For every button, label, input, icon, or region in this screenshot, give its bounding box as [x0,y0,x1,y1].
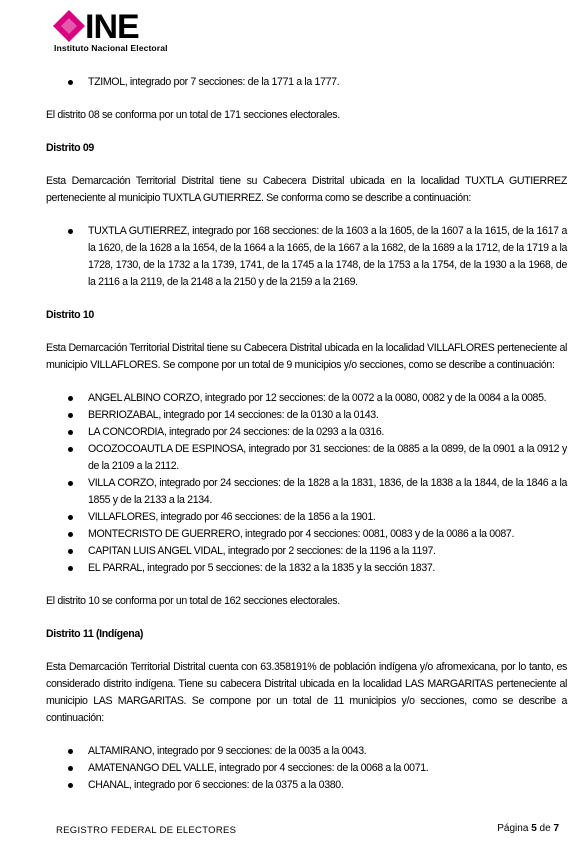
d11-municipality-list [46,743,567,794]
d11-heading: Distrito 11 (Indígena) [46,628,144,640]
list-item: TZIMOL, integrado por 7 secciones: de la 1771 a la 1777. [46,74,567,91]
bullet-icon [68,430,73,435]
ine-logo [53,10,203,56]
document-body [46,74,567,794]
bullet-icon [68,783,73,788]
bullet-icon [68,566,73,571]
bullet-icon [68,80,73,85]
logo-wordmark: INE [85,8,139,46]
bullet-icon [68,413,73,418]
page-footer [56,823,559,839]
list-item: LA CONCORDIA, integrado por 24 secciones: de la 0293 a la 0316. [46,424,567,441]
list-item: TUXTLA GUTIERREZ, integrado por 168 secciones: de la 1603 a la 1605, de la 1607 a la 1615, de la 1617 a la 1620, de la 1628 a la 1654, de la 1664 a la 1665, de la 1667 a la 1682, de la 1689 a la 1712, de la 1719 a la 1728, 1730, de la 1732 a la 1739, 1741, de la 1745 a la 1748, de la 1753 a la 1754, de la 1930 a la 1968, de la 2116 a la 2119, de la 2148 a la 2150 y de la 2159 a la 2169. [46,223,567,291]
footer-registry-label: REGISTRO FEDERAL DE ELECTORES [56,825,237,836]
d08-total: El distrito 08 se conforma por un total de 171 secciones electorales. [46,109,340,121]
bullet-icon [68,396,73,401]
d09-municipality-list [46,223,567,291]
list-item: EL PARRAL, integrado por 5 secciones: de la 1832 a la 1835 y la sección 1837. [46,560,567,577]
bullet-icon [68,549,73,554]
list-item: CAPITAN LUIS ANGEL VIDAL, integrado por 2 secciones: de la 1196 a la 1197. [46,543,567,560]
d08-municipality-list [46,74,567,91]
d09-heading: Distrito 09 [46,142,94,154]
bullet-icon [68,766,73,771]
list-item: VILLA CORZO, integrado por 24 secciones: de la 1828 a la 1831, 1836, de la 1838 a la 1844, de la 1846 a la 1855 y de la 2133 a la 2134. [46,475,567,509]
d10-heading: Distrito 10 [46,309,94,321]
list-item: CHANAL, integrado por 6 secciones: de la 0375 a la 0380. [46,777,567,794]
list-item: ALTAMIRANO, integrado por 9 secciones: de la 0035 a la 0043. [46,743,567,760]
d10-municipality-list [46,390,567,577]
list-item: BERRIOZABAL, integrado por 14 secciones: de la 0130 a la 0143. [46,407,567,424]
list-item: AMATENANGO DEL VALLE, integrado por 4 secciones: de la 0068 a la 0071. [46,760,567,777]
d10-total: El distrito 10 se conforma por un total de 162 secciones electorales. [46,595,340,607]
list-item: ANGEL ALBINO CORZO, integrado por 12 secciones: de la 0072 a la 0080, 0082 y de la 0084 a la 0085. [46,390,567,407]
d09-intro: Esta Demarcación Territorial Distrital tiene su Cabecera Distrital ubicada en la localidad TUXTLA GUTIERREZ perteneciente al municipio TUXTLA GUTIERREZ. Se conforma como se describe a continuación: [46,175,567,204]
bullet-icon [68,447,73,452]
d11-intro: Esta Demarcación Territorial Distrital cuenta con 63.358191% de población indígena y/o afromexicana, por lo tanto, es considerado distrito indígena. Tiene su cabecera Distrital ubicada en la localidad LAS MARGARITAS perteneciente al municipio LAS MARGARITAS. Se compone por un total de 11 municipios y/o secciones, como se describe a continuación: [46,661,567,724]
bullet-icon [68,515,73,520]
bullet-icon [68,481,73,486]
page-number: Página 5 de 7 [497,823,559,834]
bullet-icon [68,229,73,234]
list-item: OCOZOCOAUTLA DE ESPINOSA, integrado por 31 secciones: de la 0885 a la 0899, de la 0901 a la 0912 y de la 2109 a la 2112. [46,441,567,475]
logo-subtitle: Instituto Nacional Electoral [54,43,168,53]
bullet-icon [68,532,73,537]
bullet-icon [68,749,73,754]
d10-intro: Esta Demarcación Territorial Distrital tiene su Cabecera Distrital ubicada en la localidad VILLAFLORES perteneciente al municipio VILLAFLORES. Se compone por un total de 9 municipios y/o secciones, como se describe a continuación: [46,342,567,371]
list-item: MONTECRISTO DE GUERRERO, integrado por 4 secciones: 0081, 0083 y de la 0086 a la 0087. [46,526,567,543]
list-item: VILLAFLORES, integrado por 46 secciones: de la 1856 a la 1901. [46,509,567,526]
